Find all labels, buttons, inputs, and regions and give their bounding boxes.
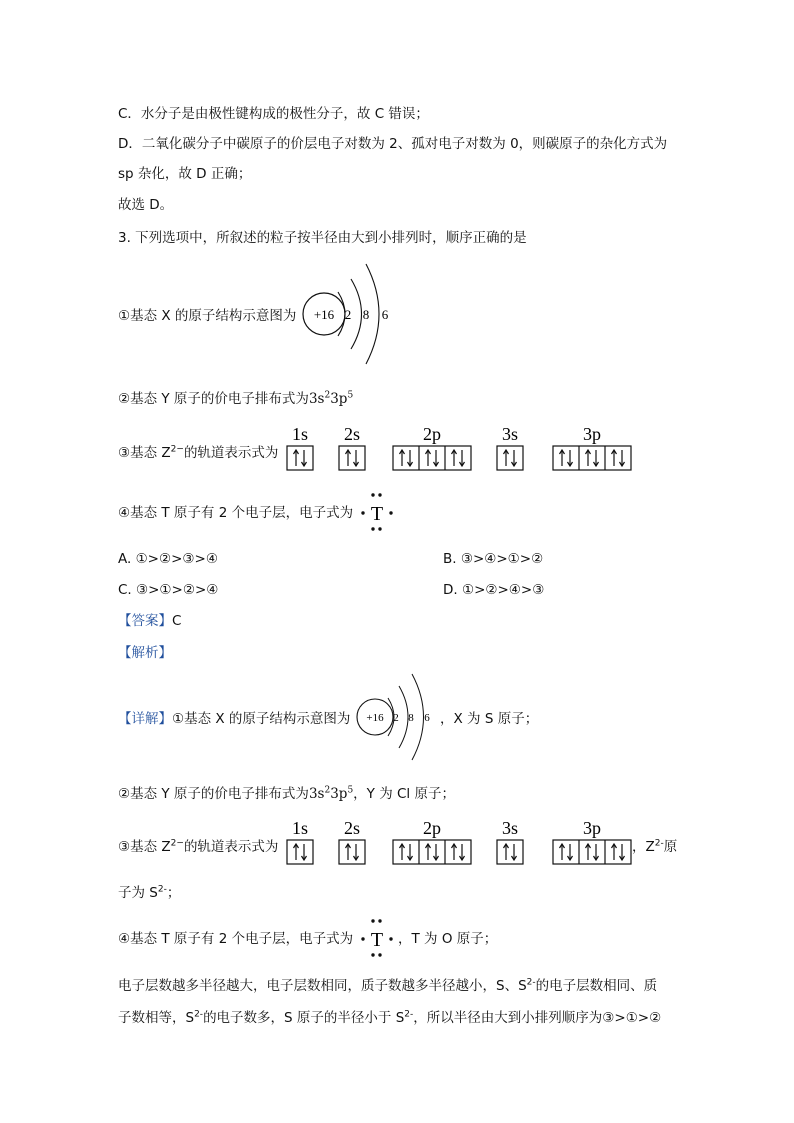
svg-text:2: 2 [393,712,399,724]
svg-text:T: T [370,929,384,951]
orbital-3p [553,424,631,470]
detail-item-3-conclusion: ，$Z^{2-}$原 [632,838,678,855]
line-option-d-explanation-2: sp 杂化，故 D 正确； [118,166,252,182]
detail-item-3-line-2: 子为 $S^{2-}$； [118,884,181,901]
orbital-3s [497,818,523,864]
valence-config: $3s^23p^5$ [308,390,354,407]
item-1-text: ①基态 X 的原子结构示意图为 [118,308,297,324]
svg-text:2p: 2p [423,424,441,444]
detail-item-3-text: ③基态 $Z^{2-}$的轨道表示式为 [118,838,279,855]
shell-3-count: 6 [381,307,389,322]
detail-item-4-conclusion: ，T 为 O 原子； [398,931,498,947]
answer-value: C [172,613,182,629]
svg-text:8: 8 [408,712,414,724]
element-symbol: T [370,503,384,525]
detail-item-1-text: 【详解】①基态 X 的原子结构示意图为 [118,711,351,727]
orbital-2s [339,424,365,470]
svg-text:1s: 1s [291,818,309,838]
orbital-3s [497,424,523,470]
option-d: D. ①>②>④>③ [443,582,545,598]
orbital-3p [553,818,631,864]
orbital-diagram [285,424,641,476]
svg-text:1s: 1s [291,424,309,444]
item-2-text: ②基态 Y 原子的价电子排布式为 [118,391,309,407]
svg-text:3p: 3p [583,424,601,444]
option-b: B. ③>④>①>② [443,551,544,567]
detail-lewis-structure [358,915,398,961]
item-2-line [118,389,353,409]
atom-structure-diagram [300,262,400,367]
svg-text:2s: 2s [343,818,361,838]
detail-orbital-diagram [285,818,633,870]
item-4-text: ④基态 T 原子有 2 个电子层，电子式为 [118,505,354,521]
orbital-2p [393,424,471,470]
detail-item-4-text: ④基态 T 原子有 2 个电子层，电子式为 [118,931,354,947]
nucleus-charge: +16 [313,307,335,322]
lewis-structure [358,489,398,535]
orbital-1s [287,424,313,470]
detail-item-2-line: ②基态 Y 原子的价电子排布式为$3s^23p^5$，Y 为 Cl 原子； [118,785,455,802]
svg-text:+16: +16 [366,712,384,724]
svg-text:2p: 2p [423,818,441,838]
svg-text:2s: 2s [343,424,361,444]
svg-text:3s: 3s [501,424,519,444]
answer-line [118,611,181,631]
orbital-1s [287,818,313,864]
svg-text:3s: 3s [501,818,519,838]
conclusion-line-2: 子数相等，$S^{2-}$的电子数多，S 原子的半径小于 $S^{2-}$，所以半径由大到小排列顺序为③>①>② [118,1009,662,1026]
analysis-tag: 【解析】 [118,645,172,661]
option-c: C. ③>①>②>④ [118,582,219,598]
line-option-c-explanation: C．水分子是由极性键构成的极性分子，故 C 错误； [118,106,429,122]
detail-tag: 【详解】 [118,711,172,727]
line-choose-d: 故选 D。 [118,197,174,213]
detail-atom-structure-diagram [355,672,439,762]
shell-2-count: 8 [362,307,370,322]
shell-1-count: 2 [344,307,352,322]
conclusion-line-1: 电子层数越多半径越大，电子层数相同，质子数越多半径越小，S、$S^{2-}$的电子层数相同、质 [118,977,658,994]
answer-tag: 【答案】 [118,613,172,629]
detail-item-1-conclusion: ，X 为 S 原子； [440,711,539,727]
orbital-2s [339,818,365,864]
svg-text:6: 6 [424,712,430,724]
orbital-2p [393,818,471,864]
item-3-text: ③基态 $Z^{2-}$的轨道表示式为 [118,444,279,461]
line-option-d-explanation-1: D．二氧化碳分子中碳原子的价层电子对数为 2、孤对电子对数为 0，则碳原子的杂化方式为 [118,136,668,152]
option-a: A. ①>②>③>④ [118,551,218,567]
question-3-stem: 3. 下列选项中，所叙述的粒子按半径由大到小排列时，顺序正确的是 [118,230,527,246]
svg-text:3p: 3p [583,818,601,838]
